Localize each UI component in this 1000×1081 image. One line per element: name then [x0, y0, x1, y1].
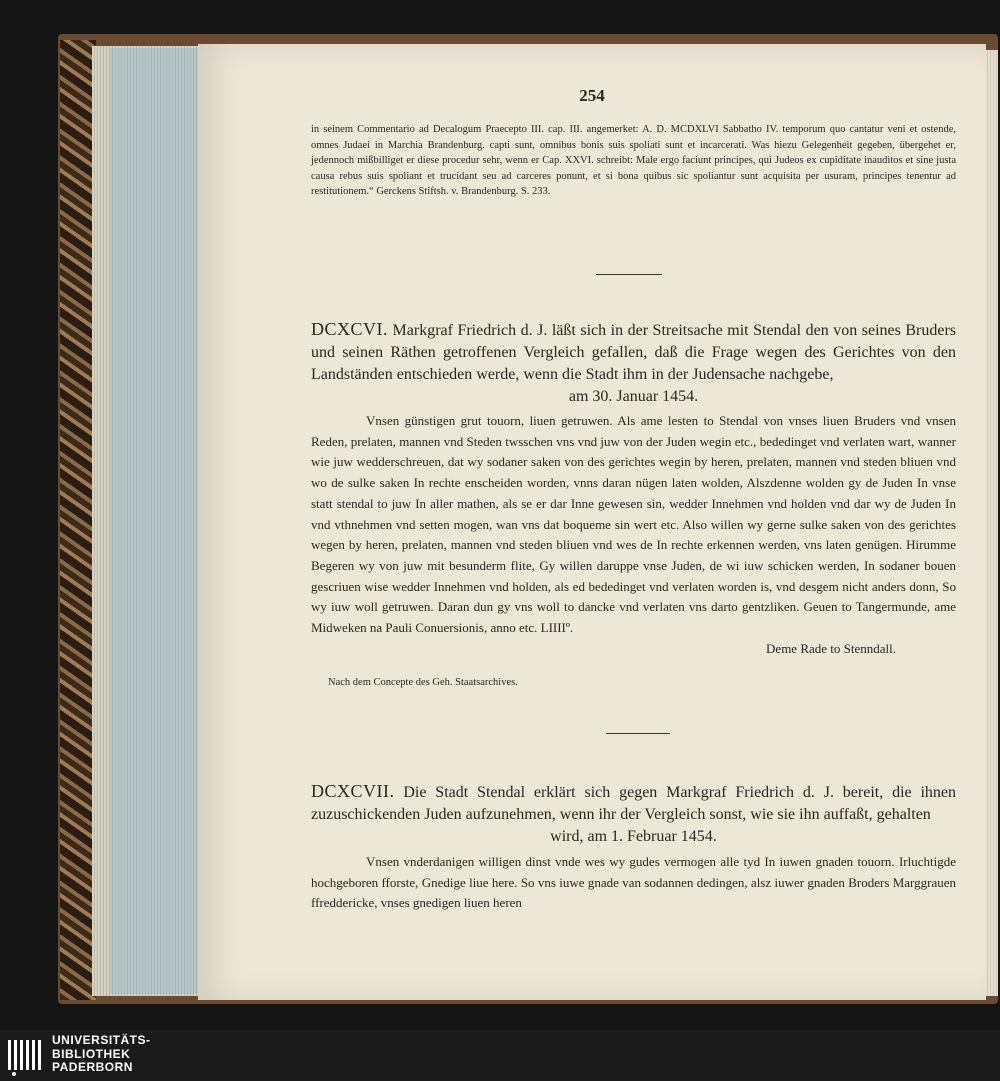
- book-page: [198, 44, 986, 1000]
- library-logo-icon: [6, 1034, 46, 1076]
- document-signature: Deme Rade to Stenndall.: [766, 640, 896, 656]
- document-heading: [311, 318, 956, 408]
- document-heading-date: wird, am 1. Februar 1454.: [550, 828, 717, 845]
- library-footer: [0, 1030, 1000, 1081]
- library-name-line: BIBLIOTHEK: [52, 1046, 131, 1061]
- page-stack-blue-edge: [110, 48, 200, 994]
- source-note: Nach dem Concepte des Geh. Staatsarchives.: [328, 677, 518, 688]
- document-number: DCXCVII.: [311, 781, 395, 801]
- page-number: 254: [579, 86, 605, 105]
- document-number: DCXCVI.: [311, 319, 389, 339]
- document-paragraph: Vnsen günstigen grut touorn, liuen getruwen. Als ame lesten to Stendal von vnses liuen Bruders vnd vnsen Reden, prelaten, mannen vnd Steden twsschen vns vnd juw von der Juden wegin etc., bededinget vnd verlaten wart, wanner wie juw wedderschreuen, dat wy sodaner saken von des gerichtes wegin by heren, prelaten, mannen vnd steden bliuen vnd wo de sulke saken In rechte enscheiden worden, vnns daran nügen laten wolden, Alszdenne wolden gy de Juden In vnse statt stendal to juw In aller mathen, als se er dar Inne gewesen sin, wedder Innehmen vnd holden vnd dar wy de Juden In vnd vthnehmen vnd setten mogen, wan vns dat boqueme sin wert etc. Also willen wy gerne sulke saken von des gerichtes wegen by heren, prelaten, mannen vnd steden bliuen vnd wes de In rechte erkennen werden, vns laten genügen. Hirumme Begeren wy von juw mit besunderm flite, Gy willen daruppe vnse Juden, de wi iuw schicken werden, In sodaner bouen gescriuen wise wedder Innehmen vnd holden, als ed bededinget vnd verlaten worden is, vnd desgem nicht anders donn, So wy iuw woll getruwen. Daran dun gy vns woll to dancke vnd verlaten vns darto gentzliken. Geuen to Tangermunde, ame Midweken na Pauli Conuersionis, anno etc. LIIIIº.: [311, 413, 956, 636]
- library-name: [52, 1034, 151, 1075]
- section-divider: [596, 274, 662, 275]
- marbled-cover-edge: [60, 40, 96, 1000]
- section-divider: [606, 733, 670, 734]
- library-name-line: UNIVERSITÄTS-: [52, 1033, 151, 1047]
- document-text: [311, 411, 956, 659]
- document-heading: [311, 780, 956, 848]
- document-text: [311, 852, 956, 914]
- document-paragraph: Vnsen vnderdanigen willigen dinst vnde wes wy gudes vermogen alle tyd In iuwen gnaden touorn. Irluchtigde hochgeboren fforste, Gnedige liue here. So vns iuwe gnade van sodannen dedingen, alsz iuwer gnaden Broders Marggrauen ffreddericke, vnses gnedigen liuen heren: [311, 854, 956, 911]
- document-heading-text: Markgraf Friedrich d. J. läßt sich in der Streitsache mit Stendal den von seines Bruders und seinen Räthen getroffenen Vergleich gefallen, daß die Frage wegen des Gerichtes von den Landständen entschieden werde, wenn die Stadt ihm in der Judensache nachgebe,: [311, 322, 957, 383]
- document-heading-date: am 30. Januar 1454.: [568, 388, 699, 405]
- footnote-continuation: in seinem Commentario ad Decalogum Praecepto III. cap. III. angemerket: A. D. MCDXLVI Sabbatho IV. temporum quo cantatur veni et ostende, omnes Judaei in Marchia Brandenburg. capti sunt, omnibus bonis suis spoliati sunt et incarcerati. Was hiezu Gelegenheit gegeben, übergehet er, jedennoch mißbilliget er diese procedur sehr, wenn er Cap. XXVI. schreibt: Male ergo faciunt principes, qui Judeos ex cupiditate inauditos et sine justa causa rebus suis spoliant et trucidant seu ad carceres ponunt, et si bona quibus sic spoliantur sunt acquisita per usuram, principes tenentur ad restitutionem.“ Gerckens Stiftsh. v. Brandenburg. S. 233.: [311, 124, 956, 197]
- library-name-line: PADERBORN: [52, 1060, 133, 1074]
- document-heading-text: Die Stadt Stendal erklärt sich gegen Markgraf Friedrich d. J. bereit, die ihnen zuzuschickenden Juden aufzunehmen, wenn ihr der Vergleich sonst, wie sie ihn auffaßt, gehalten: [311, 784, 957, 823]
